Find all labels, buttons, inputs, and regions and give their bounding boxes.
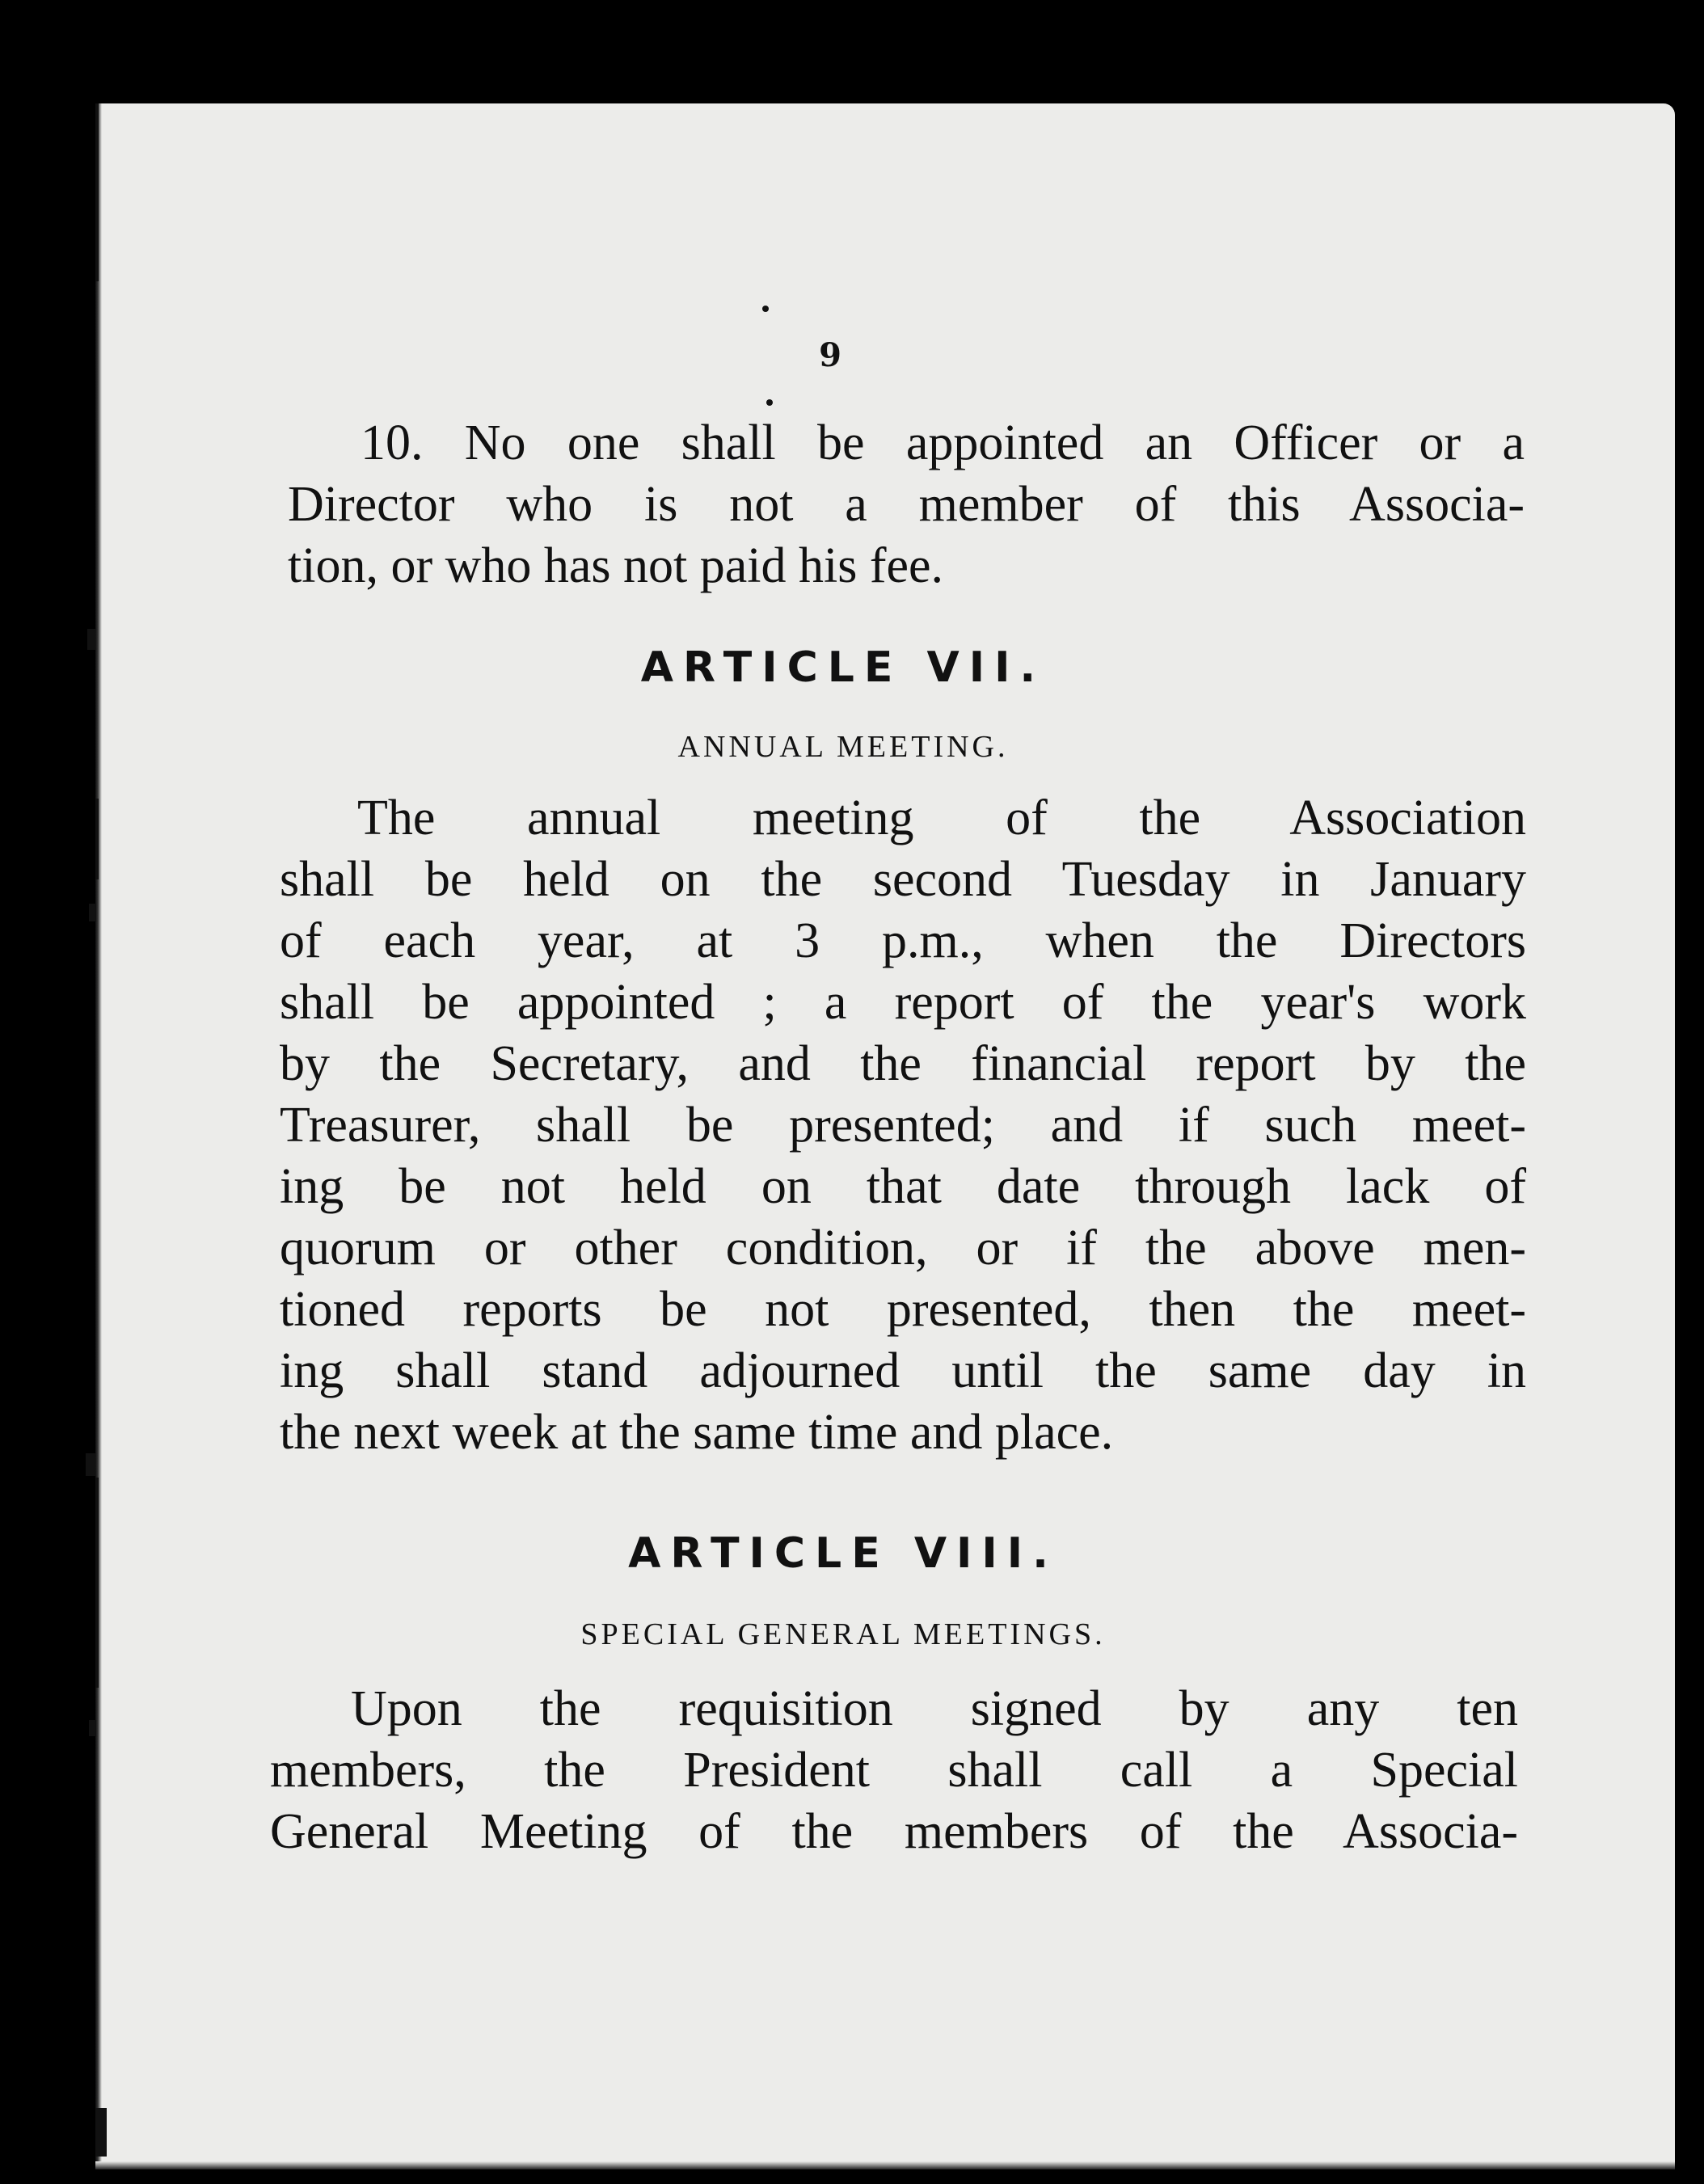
text-line: Upon the requisition signed by any ten bbox=[351, 1681, 1518, 1736]
text-line: shall be appointed ; a report of the year's work bbox=[280, 975, 1526, 1030]
text-line: General Meeting of the members of the Associa- bbox=[270, 1804, 1518, 1859]
article-vii-subheading: ANNUAL MEETING. bbox=[677, 730, 1009, 764]
article-viii-heading: ARTICLE VIII. bbox=[628, 1529, 1058, 1578]
article-vii-paragraph bbox=[280, 787, 1526, 1463]
text-line: quorum or other condition, or if the above men- bbox=[280, 1221, 1526, 1275]
text-line: by the Secretary, and the financial report by the bbox=[280, 1036, 1526, 1091]
text-line: Director who is not a member of this Associa- bbox=[288, 477, 1525, 532]
article-viii-paragraph bbox=[270, 1678, 1518, 1862]
text-line: 10. No one shall be appointed an Officer or a bbox=[361, 415, 1525, 470]
article-vii-heading: ARTICLE VII. bbox=[640, 643, 1046, 692]
text-line: members, the President shall call a Special bbox=[270, 1743, 1518, 1798]
text-line: shall be held on the second Tuesday in January bbox=[280, 852, 1526, 907]
page-binding-edge bbox=[95, 103, 102, 2169]
article-viii-subheading: SPECIAL GENERAL MEETINGS. bbox=[580, 1617, 1106, 1651]
scanned-page bbox=[95, 103, 1675, 2169]
speck bbox=[762, 306, 769, 312]
section-10-paragraph bbox=[288, 412, 1525, 597]
speck bbox=[766, 399, 773, 406]
text-line: Treasurer, shall be presented; and if such meet- bbox=[280, 1098, 1526, 1153]
page-bottom-shadow bbox=[95, 2161, 1675, 2169]
text-line: tioned reports be not presented, then the meet- bbox=[280, 1282, 1526, 1337]
page-number: 9 bbox=[819, 336, 841, 374]
text-line: The annual meeting of the Association bbox=[357, 791, 1526, 845]
text-line: ing be not held on that date through lack of bbox=[280, 1159, 1526, 1214]
text-line: of each year, at 3 p.m., when the Directors bbox=[280, 913, 1526, 968]
text-line: the next week at the same time and place. bbox=[280, 1405, 1114, 1460]
text-line: tion, or who has not paid his fee. bbox=[288, 538, 944, 593]
text-line: ing shall stand adjourned until the same day in bbox=[280, 1343, 1526, 1398]
